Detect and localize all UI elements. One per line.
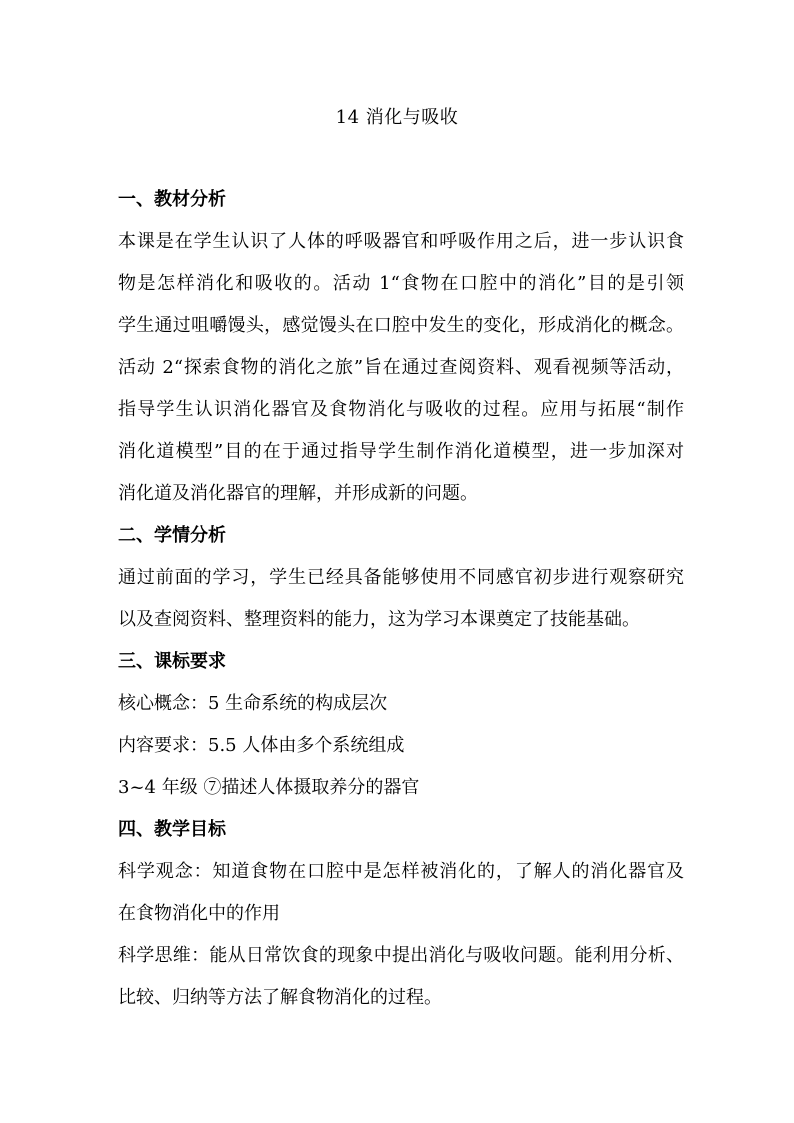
paragraph-line: 指导学生认识消化器官及食物消化与吸收的过程。应用与拓展“制作 bbox=[118, 399, 684, 420]
document-title: 14 消化与吸收 bbox=[335, 107, 459, 128]
paragraph-line: 核心概念：5 生命系统的构成层次 bbox=[118, 693, 388, 714]
paragraph-line: 科学观念：知道食物在口腔中是怎样被消化的，了解人的消化器官及 bbox=[118, 861, 684, 882]
paragraph-line: 内容要求：5.5 人体由多个系统组成 bbox=[118, 735, 405, 756]
section-heading-teaching-objectives: 四、教学目标 bbox=[118, 819, 226, 840]
paragraph-line: 通过前面的学习，学生已经具备能够使用不同感官初步进行观察研究 bbox=[118, 567, 684, 588]
paragraph-line: 本课是在学生认识了人体的呼吸器官和呼吸作用之后，进一步认识食 bbox=[118, 231, 684, 252]
section-heading-student-analysis: 二、学情分析 bbox=[118, 525, 226, 546]
section-heading-textbook-analysis: 一、教材分析 bbox=[118, 189, 226, 210]
paragraph-line: 以及查阅资料、整理资料的能力，这为学习本课奠定了技能基础。 bbox=[118, 609, 640, 630]
paragraph-line: 学生通过咀嚼馒头，感觉馒头在口腔中发生的变化，形成消化的概念。 bbox=[118, 315, 684, 336]
paragraph-line: 比较、归纳等方法了解食物消化的过程。 bbox=[118, 987, 442, 1008]
paragraph-line: 消化道模型”目的在于通过指导学生制作消化道模型，进一步加深对 bbox=[118, 441, 684, 462]
paragraph-line: 3~4 年级 ⑦描述人体摄取养分的器官 bbox=[118, 777, 420, 798]
paragraph-line: 科学思维：能从日常饮食的现象中提出消化与吸收问题。能利用分析、 bbox=[118, 945, 684, 966]
paragraph-line: 消化道及消化器官的理解，并形成新的问题。 bbox=[118, 483, 478, 504]
paragraph-line: 物是怎样消化和吸收的。活动 1“食物在口腔中的消化”目的是引领 bbox=[118, 273, 684, 294]
section-heading-curriculum-requirements: 三、课标要求 bbox=[118, 651, 226, 672]
paragraph-line: 在食物消化中的作用 bbox=[118, 903, 280, 924]
paragraph-line: 活动 2“探索食物的消化之旅”旨在通过查阅资料、观看视频等活动， bbox=[118, 357, 684, 378]
